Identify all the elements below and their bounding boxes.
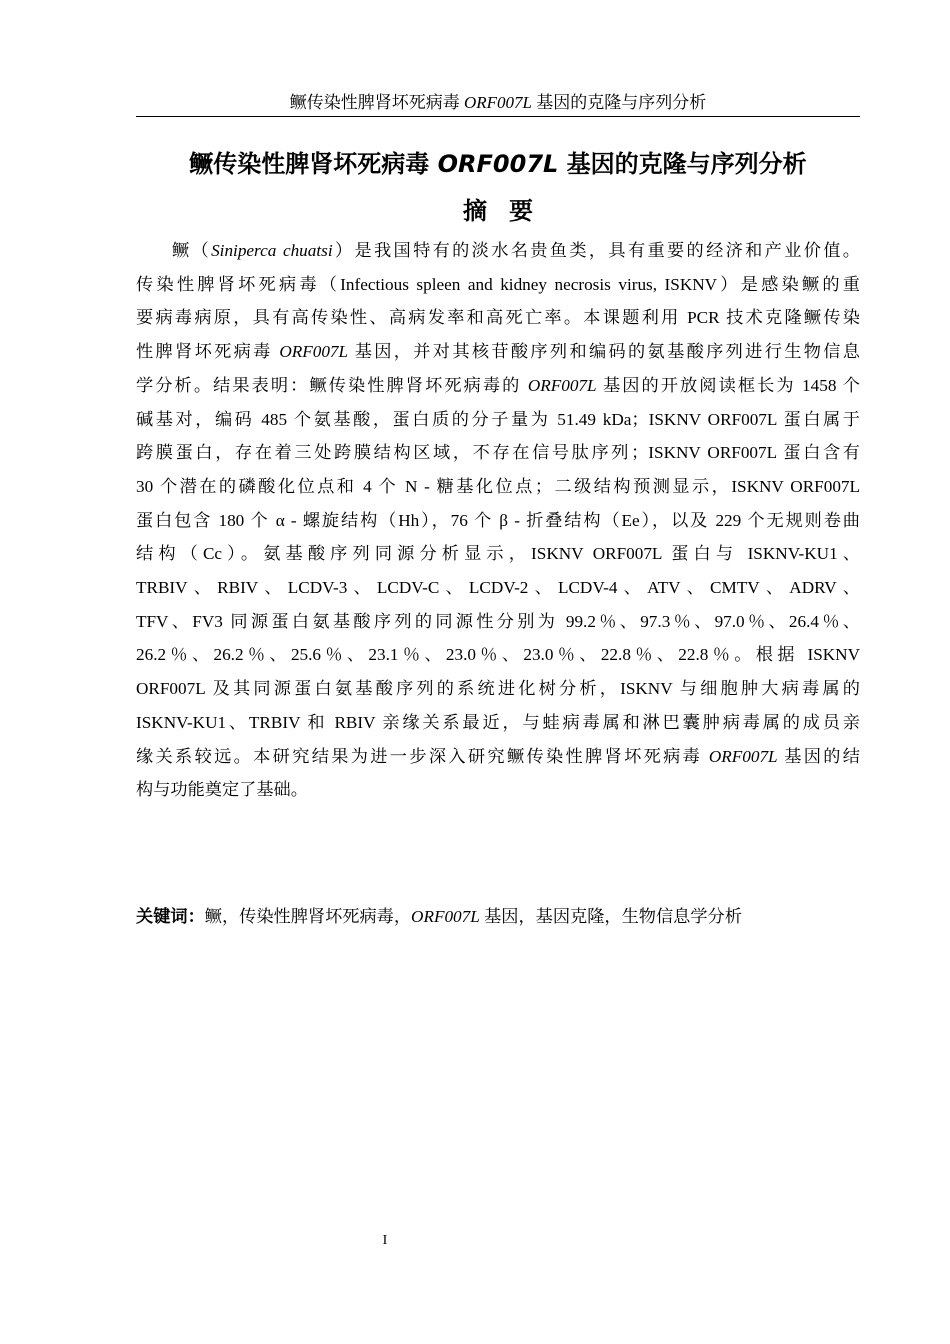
abstract-line xyxy=(136,335,860,369)
abstract-text: 鳜（ xyxy=(172,241,212,260)
gene-name: ORF007L xyxy=(708,746,778,766)
title-text-pre: 鳜传染性脾肾坏死病毒 xyxy=(189,150,438,178)
abstract-line xyxy=(136,740,860,774)
keywords-text-a: 鳜，传染性脾肾坏死病毒， xyxy=(204,907,412,926)
abstract-text: 基因，并对其核苷酸序列和编码的氨基酸序列进行生物信息 xyxy=(348,342,860,362)
abstract-line: 构与功能奠定了基础。 xyxy=(136,780,308,800)
abstract-line: TRBIV、RBIV、LCDV-3、LCDV-C、LCDV-2、LCDV-4、ATV、CMTV、ADRV、 xyxy=(136,578,860,598)
abstract-line: ORF007L 及其同源蛋白氨基酸序列的系统进化树分析，ISKNV 与细胞肿大病毒属的 xyxy=(136,679,860,699)
gene-name: ORF007L xyxy=(527,375,597,395)
title-gene-name: ORF007L xyxy=(437,150,559,178)
page-number: I xyxy=(382,1233,388,1248)
abstract-heading: 摘要 xyxy=(463,197,555,225)
gene-name: ORF007L xyxy=(279,342,349,362)
paper-title xyxy=(136,147,860,181)
abstract-line: 蛋白包含 180 个 α - 螺旋结构（Hh），76 个 β - 折叠结构（Ee），以及 229 个无规则卷曲 xyxy=(136,510,860,530)
running-header xyxy=(136,92,860,117)
abstract-text: 基因的开放阅读框长为 1458 个 xyxy=(596,375,860,395)
abstract-line: 传染性脾肾坏死病毒（Infectious spleen and kidney necrosis virus, ISKNV）是感染鳜的重 xyxy=(136,274,860,294)
abstract-line: 结构（Cc）。氨基酸序列同源分析显示，ISKNV ORF007L 蛋白与 ISKNV-KU1、 xyxy=(136,544,860,564)
species-name: Siniperca chuatsi xyxy=(211,241,333,260)
keywords xyxy=(136,900,860,934)
abstract-text: 缘关系较远。本研究结果为进一步深入研究鳜传染性脾肾坏死病毒 xyxy=(136,746,709,766)
title-text-post: 基因的克隆与序列分析 xyxy=(558,150,807,178)
keywords-gene-name: ORF007L xyxy=(411,907,480,926)
header-text-post: 基因的克隆与序列分析 xyxy=(532,93,707,112)
abstract-line: 碱基对，编码 485 个氨基酸，蛋白质的分子量为 51.49 kDa；ISKNV ORF007L 蛋白属于 xyxy=(136,409,860,429)
abstract-text: 基因的结 xyxy=(777,746,860,766)
abstract-line: 26.2％、26.2％、25.6％、23.1％、23.0％、23.0％、22.8％、22.8％。根据 ISKNV xyxy=(136,645,860,665)
header-text-pre: 鳜传染性脾肾坏死病毒 xyxy=(289,93,464,112)
abstract-line xyxy=(136,369,860,403)
abstract-line: 要病毒病原，具有高传染性、高病发率和高死亡率。本课题利用 PCR 技术克隆鳜传染 xyxy=(136,308,860,328)
abstract-text: 学分析。结果表明：鳜传染性脾肾坏死病毒的 xyxy=(136,375,528,395)
abstract-line: 30 个潜在的磷酸化位点和 4 个 N - 糖基化位点；二级结构预测显示，ISKNV ORF007L xyxy=(136,476,860,496)
abstract-text: 性脾肾坏死病毒 xyxy=(136,342,280,362)
abstract-line: ISKNV-KU1、TRBIV 和 RBIV 亲缘关系最近，与蛙病毒属和淋巴囊肿病毒属的成员亲 xyxy=(136,712,860,732)
abstract-line: TFV、FV3 同源蛋白氨基酸序列的同源性分别为 99.2％、97.3％、97.0％、26.4％、 xyxy=(136,611,860,631)
abstract-body xyxy=(136,234,860,807)
abstract-line xyxy=(136,234,860,268)
abstract-line: 跨膜蛋白，存在着三处跨膜结构区域，不存在信号肽序列；ISKNV ORF007L 蛋白含有 xyxy=(136,443,860,463)
abstract-text: ）是我国特有的淡水名贵鱼类，具有重要的经济和产业价值。 xyxy=(332,241,860,260)
keywords-label: 关键词： xyxy=(136,907,205,926)
header-gene-name: ORF007L xyxy=(464,93,532,112)
keywords-text-b: 基因，基因克隆，生物信息学分析 xyxy=(479,907,742,926)
